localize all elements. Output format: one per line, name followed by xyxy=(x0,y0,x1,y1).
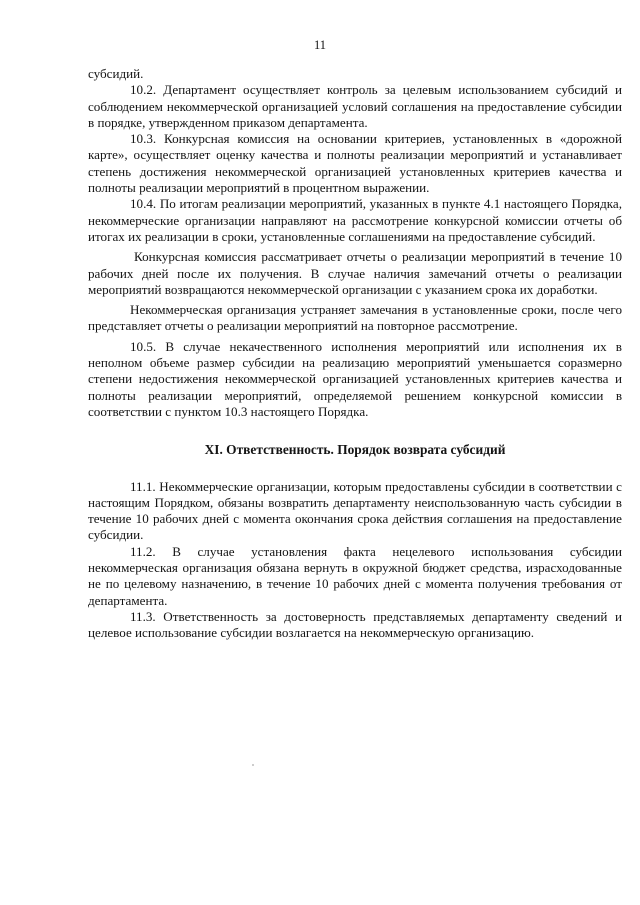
section-xi-title: XI. Ответственность. Порядок возврата субсидий xyxy=(204,442,506,458)
page-number: 11 xyxy=(313,38,327,52)
paragraph-11-1: 11.1. Некоммерческие организации, которым предоставлены субсидии в соответствии с настоящим Порядком, обязаны возвратить департаменту неиспользованную часть субсидии в течение 10 рабочих дней с момента окончания срока действия соглашения на предоставление субсидии. xyxy=(88,478,622,543)
paragraph-10-4-review: Конкурсная комиссия рассматривает отчеты о реализации мероприятий в течение 10 рабочих дней после их получения. В случае наличия замечаний отчеты о реализации мероприятий возвращаются некоммерческой организации с указанием срока их доработки. xyxy=(88,249,622,297)
paragraph-10-4-resubmit: Некоммерческая организация устраняет замечания в установленные сроки, после чего представляет отчеты о реализации мероприятий на повторное рассмотрение. xyxy=(88,302,622,334)
paragraph-10-3: 10.3. Конкурсная комиссия на основании критериев, установленных в «дорожной карте», осуществляет оценку качества и полноты реализации мероприятий и устанавливает степень достижения некоммерческой организацией установленных критериев качества и полноты реализации мероприятий в процентном выражении. xyxy=(88,131,622,196)
paragraph-11-2: 11.2. В случае установления факта нецелевого использования субсидии некоммерческая организация обязана вернуть в окружной бюджет средства, израсходованные не по целевому назначению, в течение 10 рабочих дней с момента получения требования от департамента. xyxy=(88,543,622,608)
paragraph-10-4: 10.4. По итогам реализации мероприятий, указанных в пункте 4.1 настоящего Порядка, некоммерческие организации направляют на рассмотрение конкурсной комиссии отчеты об итогах их реализации в сроки, установленные соглашениями на предоставление субсидий. xyxy=(88,196,622,244)
paragraph-10-5: 10.5. В случае некачественного исполнения мероприятий или исполнения их в неполном объеме размер субсидии на реализацию мероприятий уменьшается соразмерно степени недостижения некоммерческой организацией установленных критериев качества и полноты реализации мероприятий, определяемой решением конкурсной комиссии в соответствии с пунктом 10.3 настоящего Порядка. xyxy=(88,338,622,419)
paragraph-10-2: 10.2. Департамент осуществляет контроль за целевым использованием субсидий и соблюдением некоммерческой организацией условий соглашения на предоставление субсидии в порядке, утвержденном приказом департамента. xyxy=(88,82,622,130)
paragraph-11-3: 11.3. Ответственность за достоверность представляемых департаменту сведений и целевое использование субсидии возлагается на некоммерческую организацию. xyxy=(88,608,622,641)
scan-speck xyxy=(252,764,254,766)
document-body xyxy=(88,66,622,642)
paragraph-intro: субсидий. xyxy=(88,66,144,81)
